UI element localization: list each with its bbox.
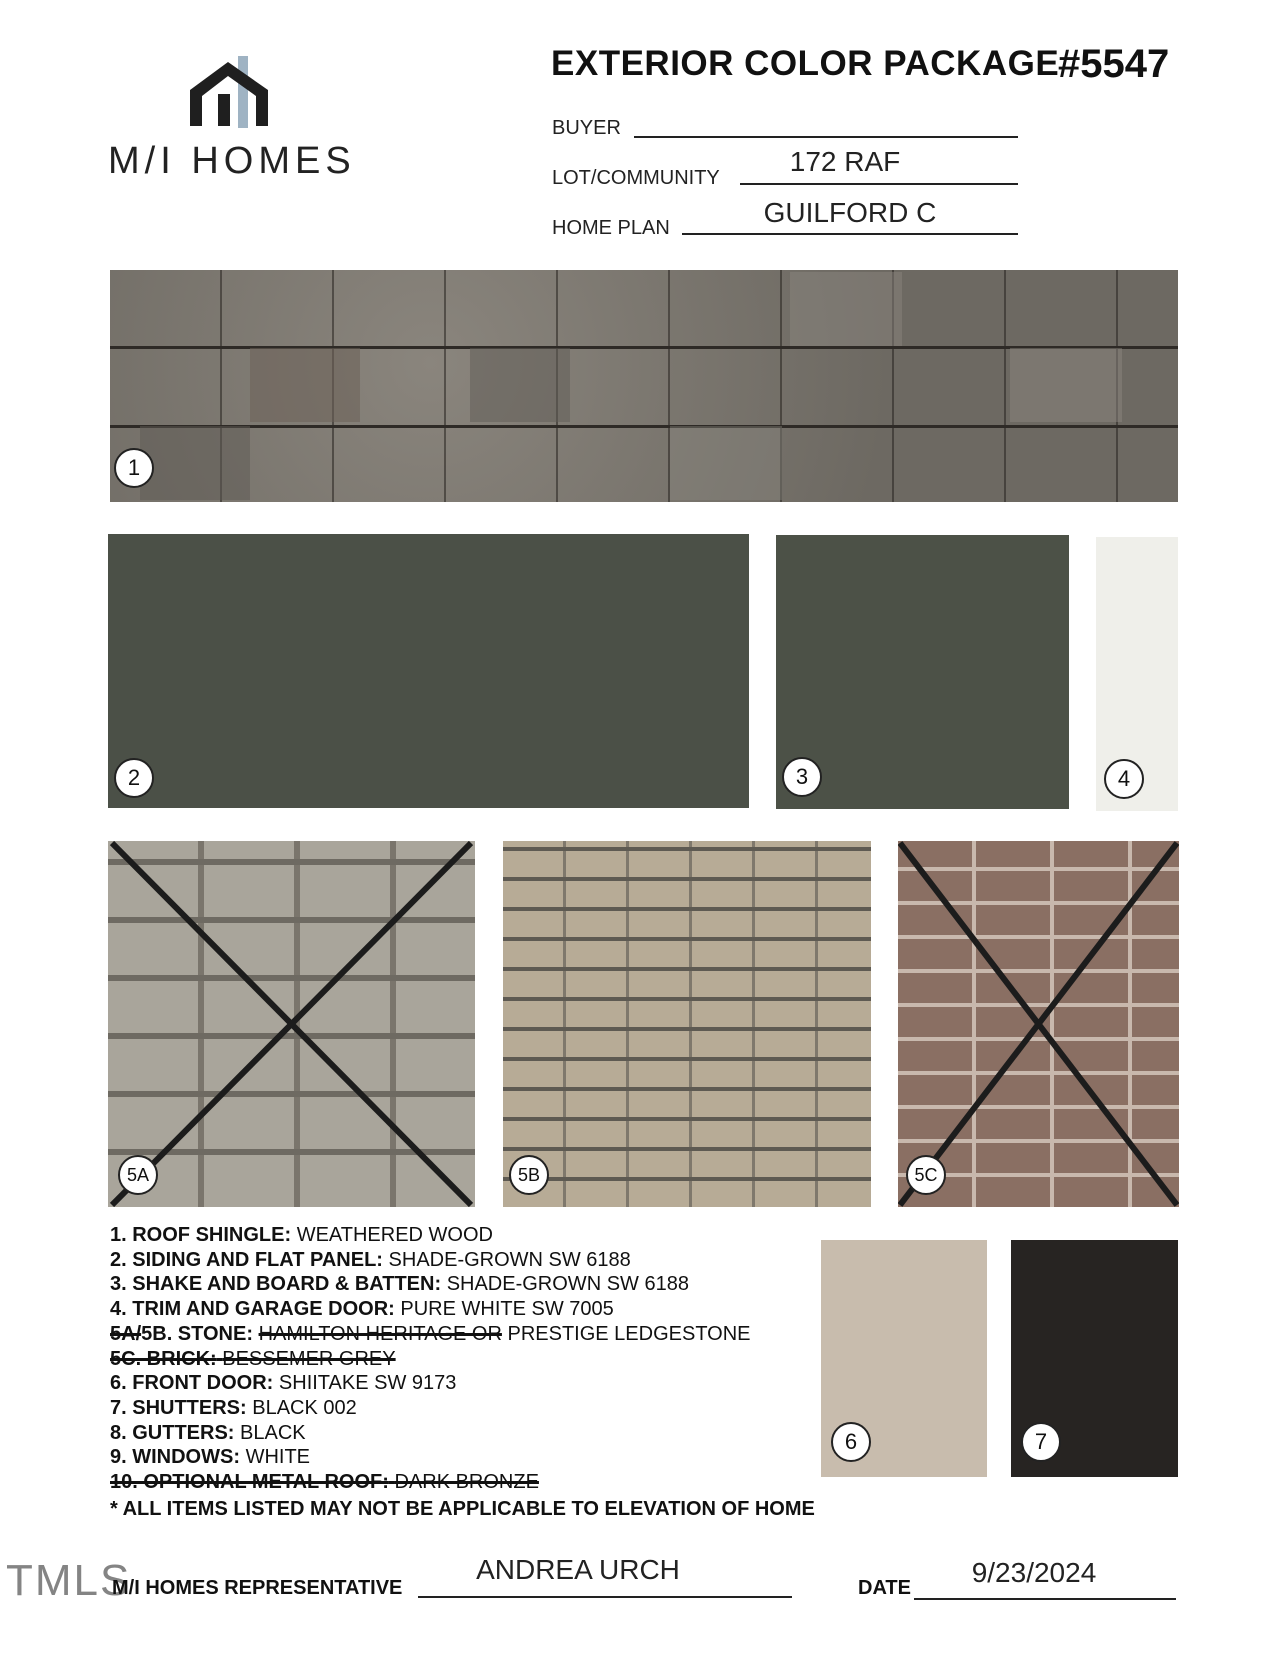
- shake-swatch: [776, 535, 1069, 809]
- list-item: 9. WINDOWS: WHITE: [110, 1446, 310, 1469]
- lot-community-value: 172 RAF: [789, 146, 901, 177]
- front-door-number-badge: 6: [831, 1422, 871, 1462]
- list-item: 5A/5B. STONE: HAMILTON HERITAGE OR PRESTIGE LEDGESTONE: [110, 1322, 751, 1345]
- stone-5a-swatch: [108, 841, 475, 1207]
- siding-swatch: [108, 534, 749, 808]
- list-item: 10. OPTIONAL METAL ROOF: DARK BRONZE: [110, 1471, 539, 1494]
- disclaimer-note: * ALL ITEMS LISTED MAY NOT BE APPLICABLE TO ELEVATION OF HOME: [110, 1498, 815, 1520]
- document-title: EXTERIOR COLOR PACKAGE: [551, 44, 1060, 83]
- siding-number-badge: 2: [114, 758, 154, 798]
- stone-5a-number-badge: 5A: [118, 1155, 158, 1195]
- cross-out-mark: [108, 841, 475, 1207]
- roof-shingle-swatch: [110, 270, 1178, 502]
- shutters-swatch: [1011, 1240, 1178, 1477]
- list-item: 4. TRIM AND GARAGE DOOR: PURE WHITE SW 7005: [110, 1298, 614, 1321]
- trim-number-badge: 4: [1104, 759, 1144, 799]
- roof-number-badge: 1: [114, 448, 154, 488]
- color-item-list: [110, 1223, 830, 1495]
- cross-out-mark: [898, 841, 1179, 1207]
- list-item: 1. ROOF SHINGLE: WEATHERED WOOD: [110, 1224, 493, 1246]
- date-line: [914, 1598, 1176, 1600]
- front-door-swatch: [821, 1240, 987, 1477]
- logo-wordmark: M/I HOMES: [108, 140, 356, 182]
- mls-watermark: TMLS: [6, 1556, 132, 1605]
- brick-5c-swatch: [898, 841, 1179, 1207]
- buyer-label: BUYER: [552, 117, 621, 139]
- list-item: 6. FRONT DOOR: SHIITAKE SW 9173: [110, 1372, 457, 1395]
- company-logo: [108, 56, 358, 186]
- date-label: DATE: [858, 1577, 911, 1599]
- home-plan-line: [682, 233, 1018, 235]
- date-value: 9/23/2024: [971, 1557, 1097, 1588]
- list-item: 2. SIDING AND FLAT PANEL: SHADE-GROWN SW 6188: [110, 1248, 631, 1271]
- representative-value: ANDREA URCH: [476, 1554, 680, 1585]
- stone-5b-swatch: [503, 841, 871, 1207]
- trim-swatch: [1096, 537, 1178, 811]
- shutters-number-badge: 7: [1021, 1422, 1061, 1462]
- list-item: 3. SHAKE AND BOARD & BATTEN: SHADE-GROWN SW 6188: [110, 1273, 689, 1296]
- representative-line: [418, 1596, 792, 1598]
- home-plan-value: GUILFORD C: [763, 197, 937, 228]
- representative-label: M/I HOMES REPRESENTATIVE: [112, 1577, 403, 1599]
- list-item: 5C. BRICK: BESSEMER GREY: [110, 1347, 396, 1370]
- stone-5b-number-badge: 5B: [509, 1155, 549, 1195]
- lot-community-line: [740, 183, 1018, 185]
- list-item: 7. SHUTTERS: BLACK 002: [110, 1396, 357, 1419]
- house-logo-icon: [186, 56, 276, 128]
- shake-number-badge: 3: [782, 757, 822, 797]
- list-item: 8. GUTTERS: BLACK: [110, 1421, 306, 1444]
- brick-5c-number-badge: 5C: [906, 1155, 946, 1195]
- buyer-line: [634, 136, 1018, 138]
- lot-community-label: LOT/COMMUNITY: [552, 167, 720, 189]
- home-plan-label: HOME PLAN: [552, 217, 670, 239]
- package-number: #5547: [1058, 42, 1170, 86]
